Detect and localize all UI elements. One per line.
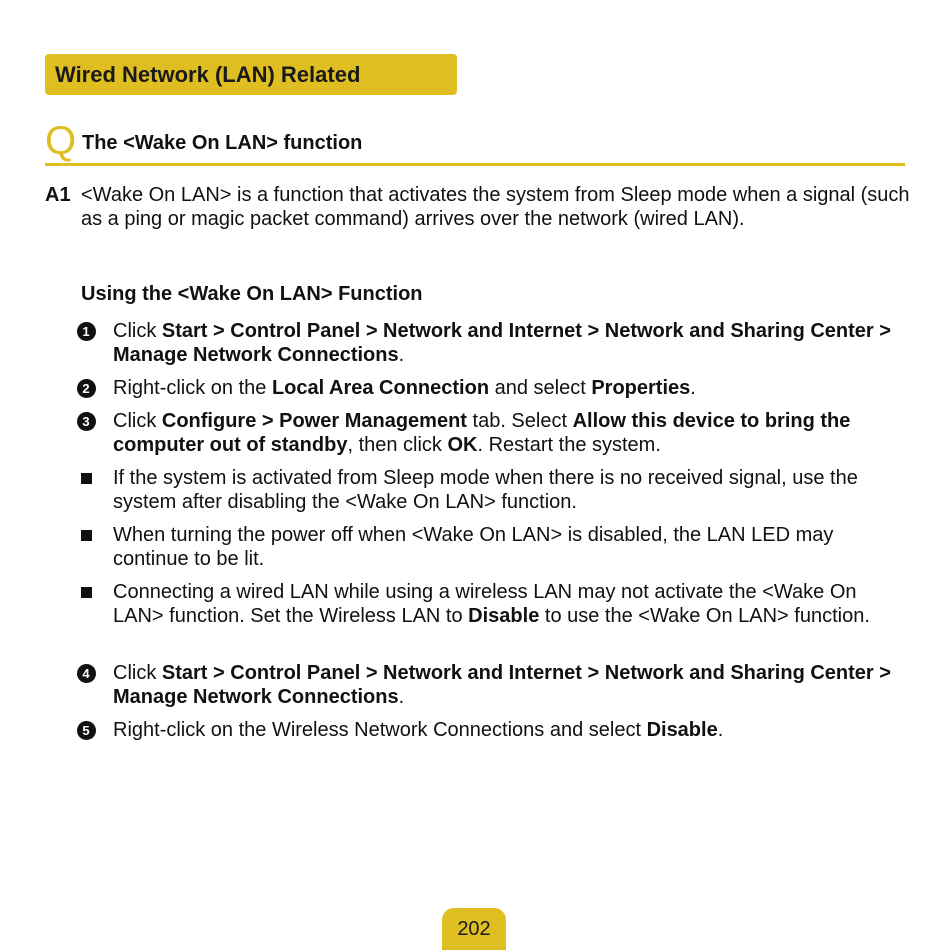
text-run: . [398, 686, 405, 708]
step-number-badge [76, 321, 96, 341]
bold-text: Disable [646, 719, 718, 741]
step-text [113, 376, 903, 400]
question-heading [45, 120, 905, 166]
page-number-text: 202 [457, 917, 491, 940]
bullet-square-icon [76, 582, 96, 602]
step-number: 4 [77, 664, 96, 683]
step-number: 1 [77, 322, 96, 341]
text-run: . Restart the system. [477, 434, 661, 456]
text-run: If the system is activated from Sleep mode when there is no received signal, use the system after disabling the <Wake On LAN> function. [113, 467, 858, 513]
step-number: 2 [77, 379, 96, 398]
step-number-badge [76, 720, 96, 740]
step-text [113, 580, 903, 628]
step-number-badge [76, 378, 96, 398]
bold-text: Allow this device to bring the computer out of standby [113, 410, 851, 456]
bold-text: OK [447, 434, 478, 456]
subsection-title: Using the <Wake On LAN> Function [81, 283, 423, 305]
step-number-badge [76, 663, 96, 683]
page-number [442, 908, 506, 950]
step-number: 5 [77, 721, 96, 740]
bold-text: Local Area Connection [271, 377, 490, 399]
bold-text: Start > Control Panel > Network and Internet > Network and Sharing Center > Manage Network Connections [113, 320, 891, 366]
bullet-square-icon [76, 468, 96, 488]
text-run: . [717, 719, 724, 741]
answer-text: <Wake On LAN> is a function that activates the system from Sleep mode when a signal (such as a ping or magic packet command) arrives over the network (wired LAN). [81, 184, 910, 230]
text-run: . [398, 344, 405, 366]
question-title: The <Wake On LAN> function [82, 132, 363, 154]
text-run: Click [113, 662, 162, 684]
step-number-badge [76, 411, 96, 431]
step-text [113, 661, 903, 709]
text-run: and select [489, 377, 592, 399]
step-text [113, 409, 903, 457]
bold-text: Start > Control Panel > Network and Internet > Network and Sharing Center > Manage Network Connections [113, 662, 891, 708]
text-run: to use the <Wake On LAN> function. [539, 605, 870, 627]
step-number: 3 [77, 412, 96, 431]
text-run: Click [113, 410, 162, 432]
question-letter: Q [45, 119, 77, 163]
bold-text: Configure > Power Management [161, 410, 467, 432]
text-run: , then click [347, 434, 448, 456]
text-run: . [690, 377, 696, 399]
text-run: Right-click on the Wireless Network Connections and select [113, 719, 647, 741]
bullet-square-icon [76, 525, 96, 545]
bold-text: Disable [468, 605, 540, 627]
step-text [113, 523, 903, 571]
step-text [113, 319, 903, 367]
step-text [113, 718, 903, 742]
text-run: When turning the power off when <Wake On LAN> is disabled, the LAN LED may continue to be lit. [113, 524, 834, 570]
text-run: Connecting a wired LAN while using a wireless LAN may not activate the <Wake On LAN> function. Set the Wireless LAN to [113, 581, 857, 627]
text-run: Right-click on the [113, 377, 272, 399]
section-header [45, 54, 457, 95]
section-title: Wired Network (LAN) Related [55, 61, 361, 87]
step-text [113, 466, 903, 514]
text-run: tab. Select [466, 410, 573, 432]
text-run: Click [113, 320, 162, 342]
answer-label: A1 [45, 184, 71, 206]
bold-text: Properties [591, 377, 691, 399]
